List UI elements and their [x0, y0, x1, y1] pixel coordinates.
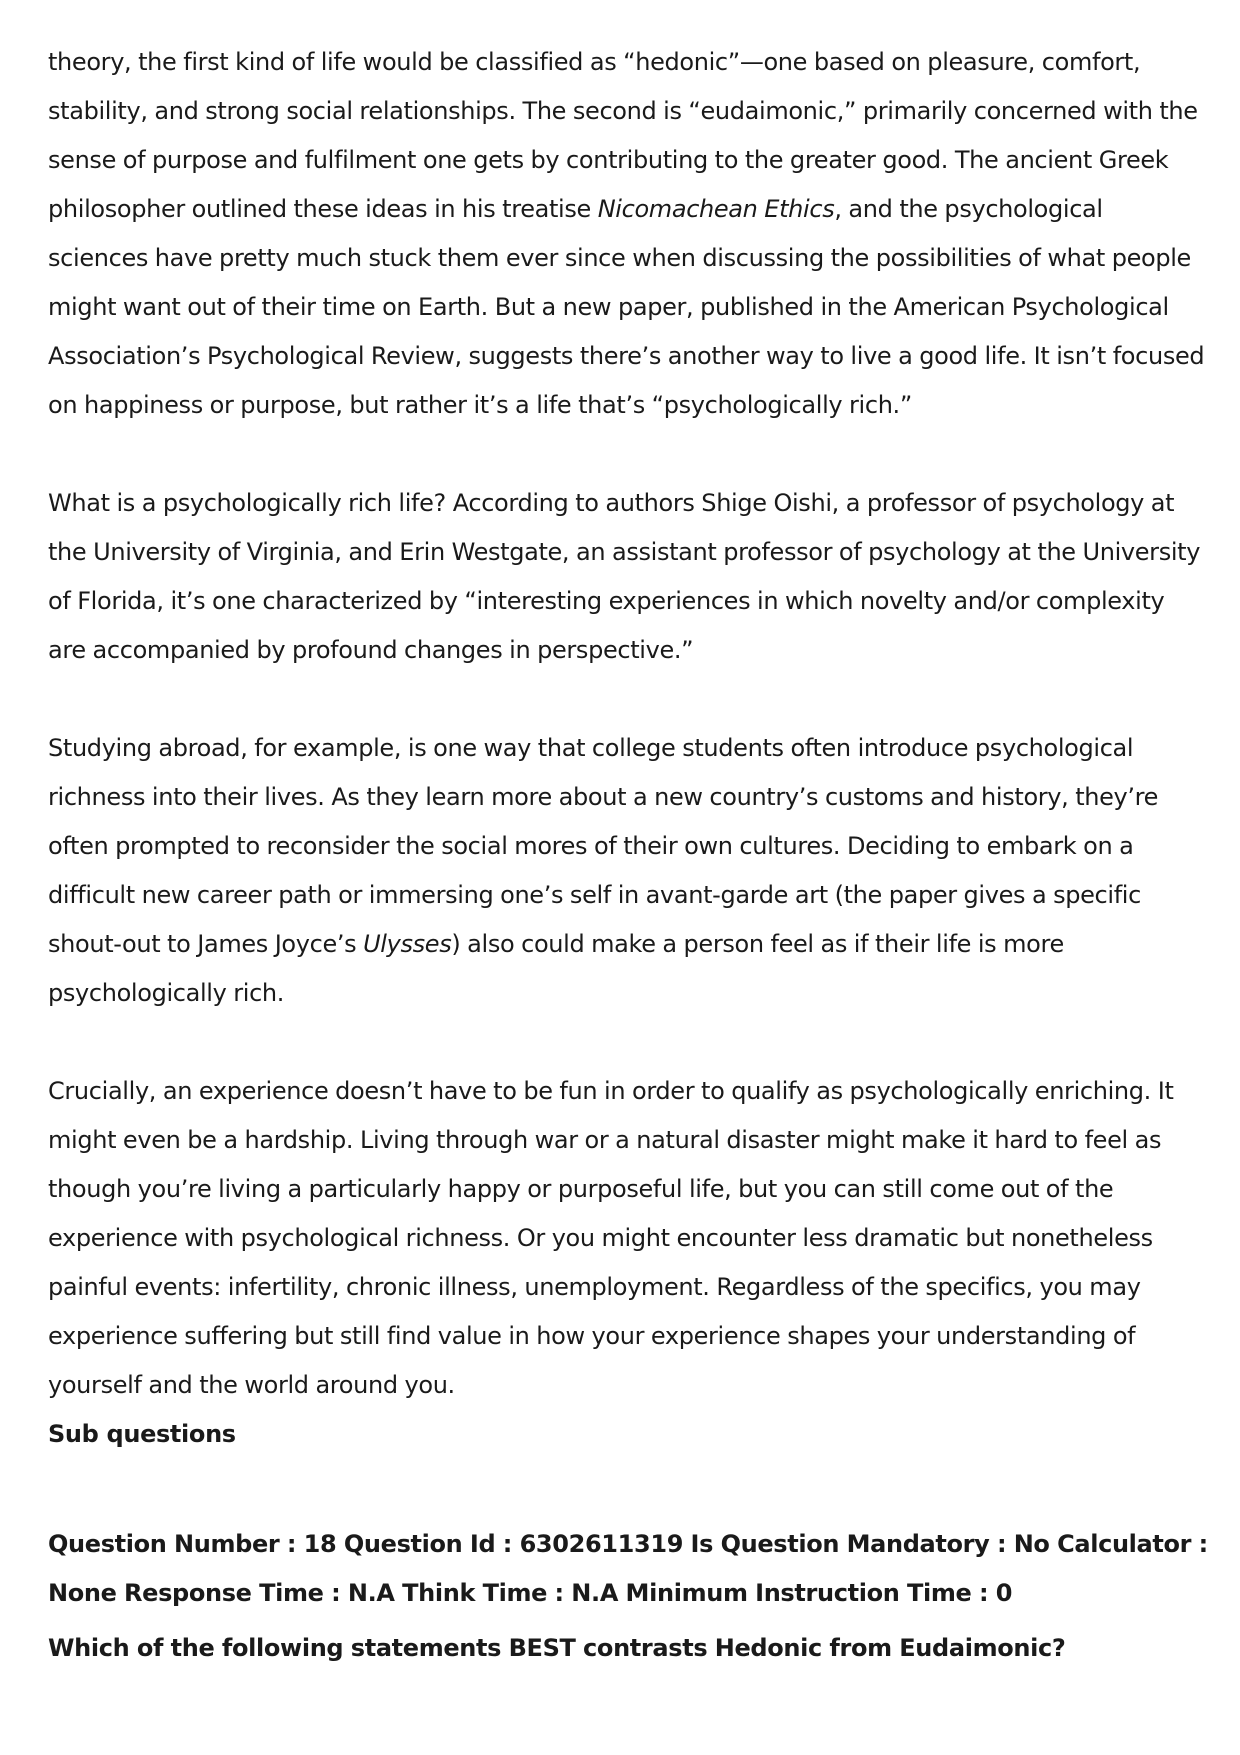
passage-paragraph-1-text-b: , and the psychological sciences have pretty much stuck them ever since when discussing the possibilities of what people might want out of their time on Earth. But a new paper, published in the American Psychological Association’s Psychological Review, suggests there’s another way to live a good life. It isn’t focused on happiness or purpose, but rather it’s a life that’s “psychologically rich.” — [48, 195, 1205, 419]
question-metadata: Question Number : 18 Question Id : 6302611319 Is Question Mandatory : No Calculator : None Response Time : N.A Think Time : N.A Minimum Instruction Time : 0 — [48, 1530, 1208, 1607]
passage-paragraph-3-text-a: Studying abroad, for example, is one way that college students often introduce psychological richness into their lives. As they learn more about a new country’s customs and history, they’re often prompted to reconsider the social mores of their own cultures. Deciding to embark on a difficult new career path or immersing one’s self in avant-garde art (the paper gives a specific shout-out to James Joyce’s — [48, 734, 1159, 958]
passage-paragraph-4: Crucially, an experience doesn’t have to be fun in order to qualify as psychologically enriching. It might even be a hardship. Living through war or a natural disaster might make it hard to feel as though you’re living a particularly happy or purposeful life, but you can still come out of the experience with psychological richness. Or you might encounter less dramatic but nonetheless painful events: infertility, chronic illness, unemployment. Regardless of the specifics, you may experience suffering but still find value in how your experience shapes your understanding of yourself and the world around you. — [48, 1077, 1174, 1399]
passage-paragraph-1-text-a: theory, the first kind of life would be classified as “hedonic”—one based on pleasure, comfort, stability, and strong social relationships. The second is “eudaimonic,” primarily concerned with the sense of purpose and fulfilment one gets by contributing to the greater good. The ancient Greek philosopher outlined these ideas in his treatise — [48, 48, 1198, 223]
question-text: Which of the following statements BEST contrasts Hedonic from Eudaimonic? — [48, 1634, 1066, 1662]
passage-paragraph-2: What is a psychologically rich life? According to authors Shige Oishi, a professor of psychology at the University of Virginia, and Erin Westgate, an assistant professor of psychology at the University of Florida, it’s one characterized by “interesting experiences in which novelty and/or complexity are accompanied by profound changes in perspective.” — [48, 489, 1201, 664]
sub-questions-heading: Sub questions — [48, 1420, 236, 1448]
passage-paragraph-3 — [48, 724, 1208, 1018]
book-title-ulysses: Ulysses — [363, 930, 452, 958]
passage-paragraph-1 — [48, 38, 1208, 430]
passage-paragraph-3-text-b: ) also could make a person feel as if their life is more psychologically rich. — [48, 930, 1064, 1007]
document-page — [48, 38, 1208, 1673]
book-title-nicomachean-ethics: Nicomachean Ethics — [597, 195, 835, 223]
